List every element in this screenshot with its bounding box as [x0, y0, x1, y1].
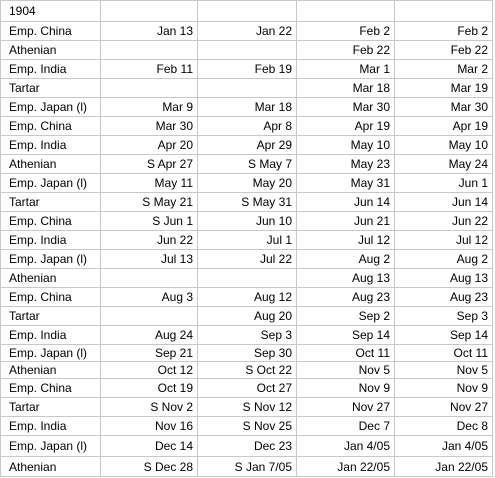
date-cell[interactable]: Sep 2	[358, 309, 390, 323]
date-cell[interactable]: Apr 19	[354, 119, 390, 133]
date-cell[interactable]: Jun 10	[255, 214, 292, 228]
date-cell[interactable]: May 31	[350, 176, 390, 190]
date-cell[interactable]: S Nov 12	[242, 400, 292, 414]
date-cell[interactable]: Jul 22	[259, 252, 292, 266]
date-cell[interactable]: Jun 22	[156, 233, 193, 247]
vessel-name-cell[interactable]: Emp. Japan (l)	[9, 100, 88, 114]
date-cell[interactable]: Sep 3	[260, 328, 292, 342]
date-cell[interactable]: Mar 1	[359, 62, 390, 76]
date-cell[interactable]: May 10	[448, 138, 488, 152]
vessel-name-cell[interactable]: Athenian	[9, 157, 57, 171]
date-cell[interactable]: Sep 30	[253, 346, 292, 360]
date-cell[interactable]: S Jan 7/05	[234, 459, 292, 474]
date-cell[interactable]: Jan 13	[156, 24, 193, 38]
date-cell[interactable]: Apr 29	[256, 138, 292, 152]
date-cell[interactable]: Mar 19	[450, 81, 488, 95]
date-cell[interactable]: May 24	[448, 157, 488, 171]
date-cell[interactable]: S Nov 25	[242, 419, 292, 433]
date-cell[interactable]: Aug 3	[161, 290, 193, 304]
date-cell[interactable]	[101, 1, 197, 21]
date-cell[interactable]: Jun 22	[451, 214, 488, 228]
date-cell[interactable]: May 10	[350, 138, 390, 152]
date-cell[interactable]	[101, 79, 197, 97]
date-cell[interactable]	[198, 269, 296, 287]
date-cell[interactable]: Aug 13	[351, 271, 390, 285]
date-cell[interactable]: S May 7	[247, 157, 292, 171]
date-cell[interactable]: Aug 24	[154, 328, 193, 342]
date-cell[interactable]: Jan 4/05	[441, 439, 488, 453]
date-cell[interactable]: Jul 12	[357, 233, 390, 247]
date-cell[interactable]: Jun 14	[353, 195, 390, 209]
date-cell[interactable]	[198, 1, 296, 21]
date-cell[interactable]: Apr 8	[263, 119, 292, 133]
vessel-name-cell[interactable]: Emp. Japan (l)	[9, 346, 88, 360]
date-cell[interactable]: Jan 22/05	[435, 459, 488, 474]
vessel-name-cell[interactable]: Emp. India	[9, 328, 67, 342]
date-cell[interactable]: Sep 21	[154, 346, 193, 360]
date-cell[interactable]: Apr 20	[157, 138, 193, 152]
gridline-horizontal	[0, 476, 493, 477]
date-cell[interactable]: Feb 22	[450, 43, 488, 57]
vessel-name-cell[interactable]: Tartar	[9, 195, 40, 209]
date-cell[interactable]: Oct 19	[157, 381, 193, 395]
date-cell[interactable]: Feb 19	[254, 62, 292, 76]
date-cell[interactable]: Dec 7	[358, 419, 390, 433]
vessel-name-cell[interactable]: Emp. India	[9, 233, 67, 247]
date-cell[interactable]: Mar 30	[352, 100, 390, 114]
date-cell[interactable]: Mar 18	[352, 81, 390, 95]
date-cell[interactable]: S Oct 22	[245, 363, 292, 377]
date-cell[interactable]: May 23	[350, 157, 390, 171]
date-cell[interactable]: Apr 19	[452, 119, 488, 133]
date-cell[interactable]: Nov 5	[456, 363, 488, 377]
date-cell[interactable]	[198, 41, 296, 59]
date-cell[interactable]	[198, 79, 296, 97]
date-cell[interactable]: Nov 9	[358, 381, 390, 395]
date-cell[interactable]: S May 31	[241, 195, 292, 209]
date-cell[interactable]: Jun 21	[353, 214, 390, 228]
date-cell[interactable]: Sep 14	[449, 328, 488, 342]
date-cell[interactable]: Aug 2	[456, 252, 488, 266]
date-cell[interactable]: Nov 16	[154, 419, 193, 433]
date-cell[interactable]: May 20	[252, 176, 292, 190]
date-cell[interactable]: S Nov 2	[150, 400, 193, 414]
vessel-name-cell[interactable]: Tartar	[9, 81, 40, 95]
date-cell[interactable]: Feb 2	[359, 24, 390, 38]
date-cell[interactable]: Oct 27	[256, 381, 292, 395]
vessel-name-cell[interactable]: Emp. India	[9, 62, 67, 76]
vessel-name-cell[interactable]: Emp. China	[9, 290, 72, 304]
vessel-name-cell[interactable]: Emp. India	[9, 138, 67, 152]
date-cell[interactable]: Aug 12	[253, 290, 292, 304]
vessel-name-cell[interactable]: Athenian	[9, 459, 57, 474]
date-cell[interactable]: Jun 14	[451, 195, 488, 209]
date-cell[interactable]	[101, 41, 197, 59]
date-cell[interactable]: Mar 2	[457, 62, 488, 76]
date-cell[interactable]	[297, 1, 394, 21]
date-cell[interactable]: Sep 14	[351, 328, 390, 342]
vessel-name-cell[interactable]: Athenian	[9, 43, 57, 57]
date-cell[interactable]: S Dec 28	[143, 459, 193, 474]
vessel-name-cell[interactable]: Emp. India	[9, 419, 67, 433]
vessel-name-cell[interactable]: Tartar	[9, 309, 40, 323]
date-cell[interactable]: Mar 9	[162, 100, 193, 114]
date-cell[interactable]: Dec 14	[154, 439, 193, 453]
date-cell[interactable]: S Apr 27	[146, 157, 193, 171]
vessel-name-cell[interactable]: Athenian	[9, 363, 57, 377]
vessel-name-cell[interactable]: Emp. China	[9, 119, 72, 133]
date-cell[interactable]: Feb 2	[457, 24, 488, 38]
date-cell[interactable]: Mar 30	[450, 100, 488, 114]
date-cell[interactable]: S Jun 1	[152, 214, 193, 228]
date-cell[interactable]: Aug 13	[449, 271, 488, 285]
date-cell[interactable]: Feb 22	[352, 43, 390, 57]
date-cell[interactable]: Dec 8	[456, 419, 488, 433]
date-cell[interactable]: Jan 4/05	[343, 439, 390, 453]
date-cell[interactable]: Jun 1	[458, 176, 488, 190]
date-cell[interactable]: S May 21	[142, 195, 193, 209]
vessel-name-cell[interactable]: 1904	[9, 4, 36, 18]
vessel-name-cell[interactable]: Athenian	[9, 271, 57, 285]
vessel-name-cell[interactable]: Emp. Japan (l)	[9, 176, 88, 190]
date-cell[interactable]	[395, 1, 492, 21]
vessel-name-cell[interactable]: Emp. China	[9, 24, 72, 38]
date-cell[interactable]	[101, 307, 197, 325]
date-cell[interactable]: Oct 11	[355, 346, 390, 360]
date-cell[interactable]: Mar 18	[254, 100, 292, 114]
date-cell[interactable]: Dec 23	[253, 439, 292, 453]
date-cell[interactable]: Jul 13	[160, 252, 193, 266]
date-cell[interactable]: May 11	[154, 176, 193, 190]
vessel-name-cell[interactable]: Tartar	[9, 400, 40, 414]
vessel-name-cell[interactable]: Emp. China	[9, 381, 72, 395]
date-cell[interactable]	[101, 269, 197, 287]
date-cell[interactable]: Nov 5	[358, 363, 390, 377]
gridline-vertical	[492, 0, 493, 476]
date-cell[interactable]: Jan 22/05	[337, 459, 390, 474]
date-cell[interactable]: Aug 23	[351, 290, 390, 304]
date-cell[interactable]: Jan 22	[255, 24, 292, 38]
date-cell[interactable]: Mar 30	[155, 119, 193, 133]
vessel-name-cell[interactable]: Emp. Japan (l)	[9, 252, 88, 266]
date-cell[interactable]: Feb 11	[156, 62, 193, 76]
date-cell[interactable]: Aug 20	[253, 309, 292, 323]
date-cell[interactable]: Nov 27	[351, 400, 390, 414]
date-cell[interactable]: Aug 2	[358, 252, 390, 266]
date-cell[interactable]: Jul 1	[266, 233, 292, 247]
date-cell[interactable]: Oct 11	[453, 346, 488, 360]
date-cell[interactable]: Aug 23	[449, 290, 488, 304]
date-cell[interactable]: Nov 27	[449, 400, 488, 414]
vessel-name-cell[interactable]: Emp. China	[9, 214, 72, 228]
vessel-name-cell[interactable]: Emp. Japan (l)	[9, 439, 88, 453]
date-cell[interactable]: Oct 12	[157, 363, 193, 377]
date-cell[interactable]: Sep 3	[456, 309, 488, 323]
date-cell[interactable]: Nov 9	[456, 381, 488, 395]
date-cell[interactable]: Jul 12	[455, 233, 488, 247]
